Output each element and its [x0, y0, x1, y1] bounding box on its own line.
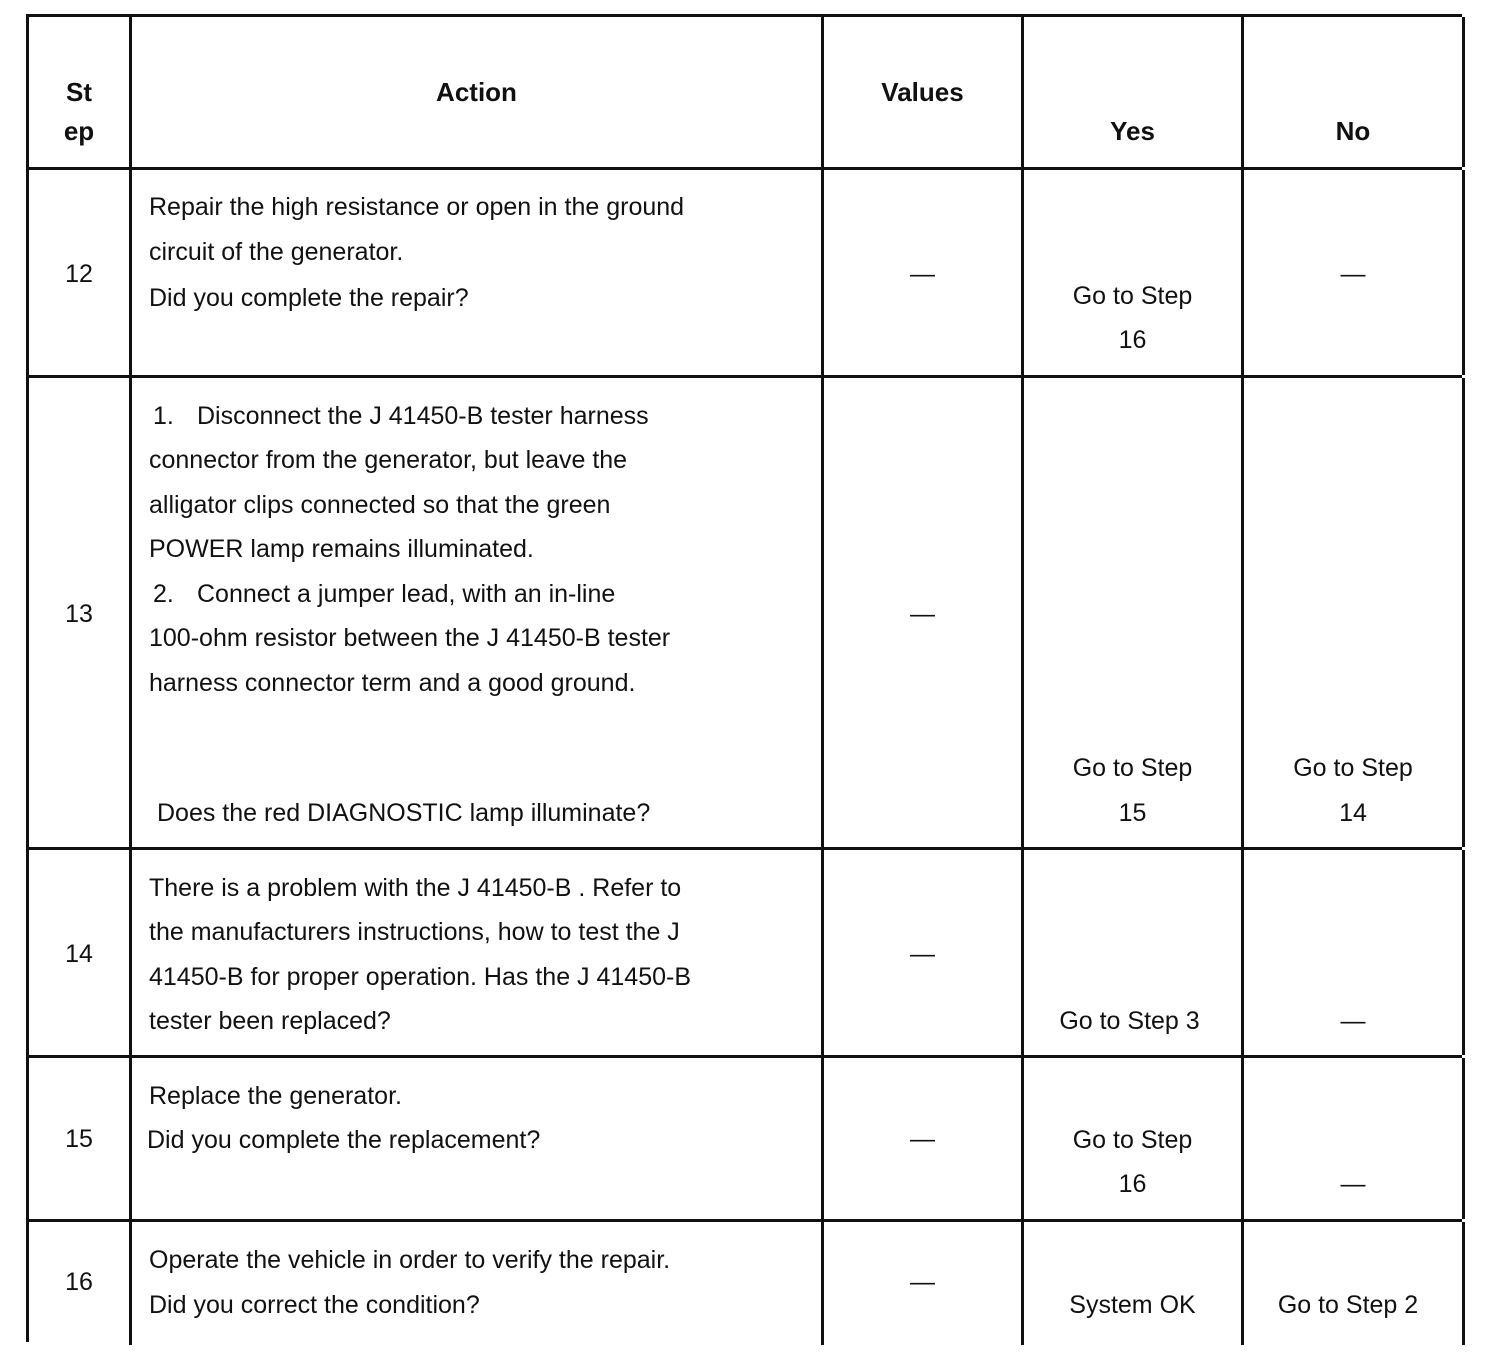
- step-cell: [29, 1222, 132, 1345]
- values-dash: —: [910, 260, 935, 288]
- header-yes: Yes: [1110, 116, 1155, 146]
- step-number: 14: [65, 940, 93, 968]
- action-cell: [132, 378, 824, 847]
- yes-line: 16: [1118, 326, 1147, 354]
- yes-cell: [1024, 378, 1244, 847]
- action-cell: [132, 1222, 824, 1345]
- header-values: Values: [881, 77, 964, 107]
- list-number: 2.: [153, 580, 174, 608]
- yes-cell: [1024, 850, 1244, 1055]
- table-row: [29, 378, 1462, 850]
- header-action-cell: [132, 17, 824, 167]
- table-row: [29, 850, 1462, 1058]
- yes-line: Go to Step: [1072, 1126, 1193, 1154]
- header-no-cell: [1244, 17, 1465, 167]
- header-yes-cell: [1024, 17, 1244, 167]
- action-line: Replace the generator.: [149, 1082, 402, 1110]
- values-cell: [824, 1058, 1024, 1219]
- step-cell: [29, 378, 132, 847]
- action-line: circuit of the generator.: [149, 238, 404, 266]
- no-cell: [1244, 1222, 1465, 1345]
- header-step-line1: St: [66, 77, 92, 107]
- yes-cell: [1024, 1058, 1244, 1219]
- no-cell: [1244, 378, 1465, 847]
- action-cell: [132, 850, 824, 1055]
- yes-line: Go to Step: [1072, 282, 1193, 310]
- values-dash: —: [910, 600, 935, 628]
- header-action: Action: [436, 77, 517, 107]
- no-dash: —: [1340, 1007, 1366, 1035]
- no-text: Go to Step 2: [1277, 1291, 1419, 1319]
- no-cell: [1244, 850, 1465, 1055]
- action-line: connector from the generator, but leave the: [149, 446, 628, 474]
- step-cell: [29, 170, 132, 375]
- header-step-line2: ep: [63, 116, 95, 146]
- no-dash: —: [1340, 1170, 1366, 1198]
- step-cell: [29, 850, 132, 1055]
- action-line: the manufacturers instructions, how to test the J: [149, 918, 680, 946]
- table-row: [29, 1058, 1462, 1222]
- action-line: POWER lamp remains illuminated.: [149, 535, 534, 563]
- action-line: Repair the high resistance or open in the ground: [149, 193, 685, 221]
- action-line: 100-ohm resistor between the J 41450-B tester: [149, 624, 671, 652]
- yes-text: System OK: [1069, 1291, 1196, 1319]
- action-list-item-2: [149, 572, 615, 617]
- values-cell: [824, 850, 1024, 1055]
- action-line: alligator clips connected so that the green: [149, 491, 611, 519]
- no-line: 14: [1339, 799, 1367, 827]
- yes-line: 15: [1118, 799, 1147, 827]
- header-values-cell: [824, 17, 1024, 167]
- values-dash: —: [910, 1125, 935, 1153]
- yes-line: 16: [1118, 1170, 1147, 1198]
- no-cell: [1244, 1058, 1465, 1219]
- step-cell: [29, 1058, 132, 1219]
- action-line: Did you complete the repair?: [149, 284, 469, 312]
- action-line: tester been replaced?: [149, 1007, 391, 1035]
- no-dash: —: [1340, 260, 1366, 288]
- yes-text: Go to Step 3: [1059, 1007, 1200, 1035]
- action-line: Did you complete the replacement?: [147, 1126, 541, 1154]
- values-dash: —: [910, 940, 935, 968]
- values-dash: —: [910, 1268, 935, 1296]
- step-number: 15: [65, 1125, 93, 1153]
- action-question: Does the red DIAGNOSTIC lamp illuminate?: [157, 799, 651, 827]
- step-number: 12: [65, 260, 93, 288]
- step-number: 16: [65, 1268, 93, 1296]
- header-step-cell: [29, 17, 132, 167]
- diagnostic-table: [26, 14, 1462, 1342]
- action-line: Connect a jumper lead, with an in-line: [197, 580, 616, 608]
- action-list-item-1: [149, 394, 649, 439]
- table-row: [29, 170, 1462, 378]
- action-cell: [132, 1058, 824, 1219]
- step-number: 13: [65, 600, 93, 628]
- action-line: Did you correct the condition?: [149, 1291, 480, 1319]
- action-line: 41450-B for proper operation. Has the J 41450-B: [149, 963, 692, 991]
- no-cell: [1244, 170, 1465, 375]
- list-number: 1.: [153, 402, 174, 430]
- yes-line: Go to Step: [1072, 754, 1193, 782]
- action-cell: [132, 170, 824, 375]
- action-line: harness connector term and a good ground.: [149, 669, 636, 697]
- values-cell: [824, 170, 1024, 375]
- action-line: Disconnect the J 41450-B tester harness: [197, 402, 649, 430]
- header-no: No: [1335, 116, 1371, 146]
- yes-cell: [1024, 170, 1244, 375]
- table-row: [29, 1222, 1462, 1345]
- table-header-row: [29, 17, 1462, 170]
- values-cell: [824, 378, 1024, 847]
- yes-cell: [1024, 1222, 1244, 1345]
- action-line: Operate the vehicle in order to verify the repair.: [149, 1246, 671, 1274]
- no-line: Go to Step: [1293, 754, 1413, 782]
- action-line: There is a problem with the J 41450-B . Refer to: [149, 874, 682, 902]
- values-cell: [824, 1222, 1024, 1345]
